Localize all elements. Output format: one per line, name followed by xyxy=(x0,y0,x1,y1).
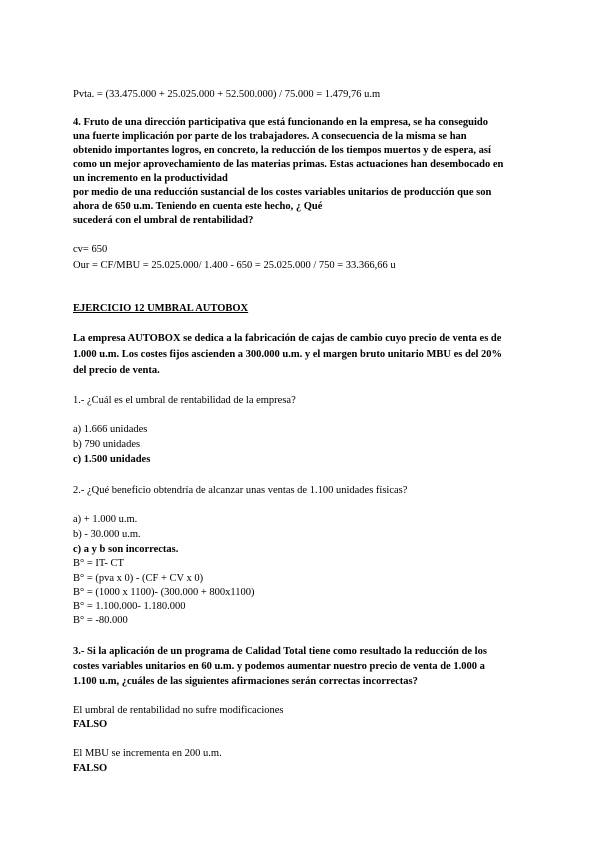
q2-calc-line: B° = (1000 x 1100)- (300.000 + 800x1100) xyxy=(73,587,255,598)
statement-2: El MBU se incrementa en 200 u.m. xyxy=(73,748,222,759)
q2-option-b: b) - 30.000 u.m. xyxy=(73,529,141,540)
exercise-title: EJERCICIO 12 UMBRAL AUTOBOX xyxy=(73,303,249,314)
q1-option-c: c) 1.500 unidades xyxy=(73,454,151,465)
q4-line: un incremento en la productividad xyxy=(73,173,228,184)
answer-1: FALSO xyxy=(73,719,108,730)
pvta-formula: Pvta. = (33.475.000 + 25.025.000 + 52.500.000) / 75.000 = 1.479,76 u.m xyxy=(73,89,381,100)
q2-question: 2.- ¿Qué beneficio obtendría de alcanzar unas ventas de 1.100 unidades físicas? xyxy=(73,485,408,496)
cv-value: cv= 650 xyxy=(73,244,108,255)
q4-line: como un mejor aprovechamiento de las materias primas. Estas actuaciones han desembocado en xyxy=(73,159,504,170)
q4-line: por medio de una reducción sustancial de los costes variables unitarios de producción que son xyxy=(73,187,492,198)
q4-line: una fuerte implicación por parte de los trabajadores. A consecuencia de la misma se han xyxy=(73,131,467,142)
q3-line: 1.100 u.m, ¿cuáles de las siguientes afirmaciones serán correctas incorrectas? xyxy=(73,676,418,687)
q3-line: costes variables unitarios en 60 u.m. y podemos aumentar nuestro precio de venta de 1.000 a xyxy=(73,661,485,672)
q1-question: 1.- ¿Cuál es el umbral de rentabilidad de la empresa? xyxy=(73,395,296,406)
q2-calc-line: B° = (pva x 0) - (CF + CV x 0) xyxy=(73,573,204,584)
our-formula: Our = CF/MBU = 25.025.000/ 1.400 - 650 = 25.025.000 / 750 = 33.366,66 u xyxy=(73,260,396,271)
q4-line: sucederá con el umbral de rentabilidad? xyxy=(73,215,254,226)
q4-line: ahora de 650 u.m. Teniendo en cuenta este hecho, ¿ Qué xyxy=(73,201,323,212)
q2-calc-line: B° = IT- CT xyxy=(73,558,124,569)
q4-line: obtenido importantes logros, en concreto, la reducción de los tiempos muertos y de espera, así xyxy=(73,145,491,156)
q2-option-a: a) + 1.000 u.m. xyxy=(73,514,138,525)
q1-option-b: b) 790 unidades xyxy=(73,439,141,450)
q1-option-a: a) 1.666 unidades xyxy=(73,424,148,435)
q3-line: 3.- Si la aplicación de un programa de Calidad Total tiene como resultado la reducción de los xyxy=(73,646,487,657)
intro-line: La empresa AUTOBOX se dedica a la fabricación de cajas de cambio cuyo precio de venta es de xyxy=(73,333,502,344)
q2-calc-line: B° = -80.000 xyxy=(73,615,128,626)
statement-1: El umbral de rentabilidad no sufre modificaciones xyxy=(73,705,284,716)
intro-line: 1.000 u.m. Los costes fijos ascienden a 300.000 u.m. y el margen bruto unitario MBU es del 20% xyxy=(73,349,503,360)
q4-line: 4. Fruto de una dirección participativa que está funcionando en la empresa, se ha conseguido xyxy=(73,117,488,128)
answer-2: FALSO xyxy=(73,763,108,774)
q2-calc-line: B° = 1.100.000- 1.180.000 xyxy=(73,601,186,612)
q2-option-c: c) a y b son incorrectas. xyxy=(73,544,179,555)
intro-line: del precio de venta. xyxy=(73,365,160,376)
